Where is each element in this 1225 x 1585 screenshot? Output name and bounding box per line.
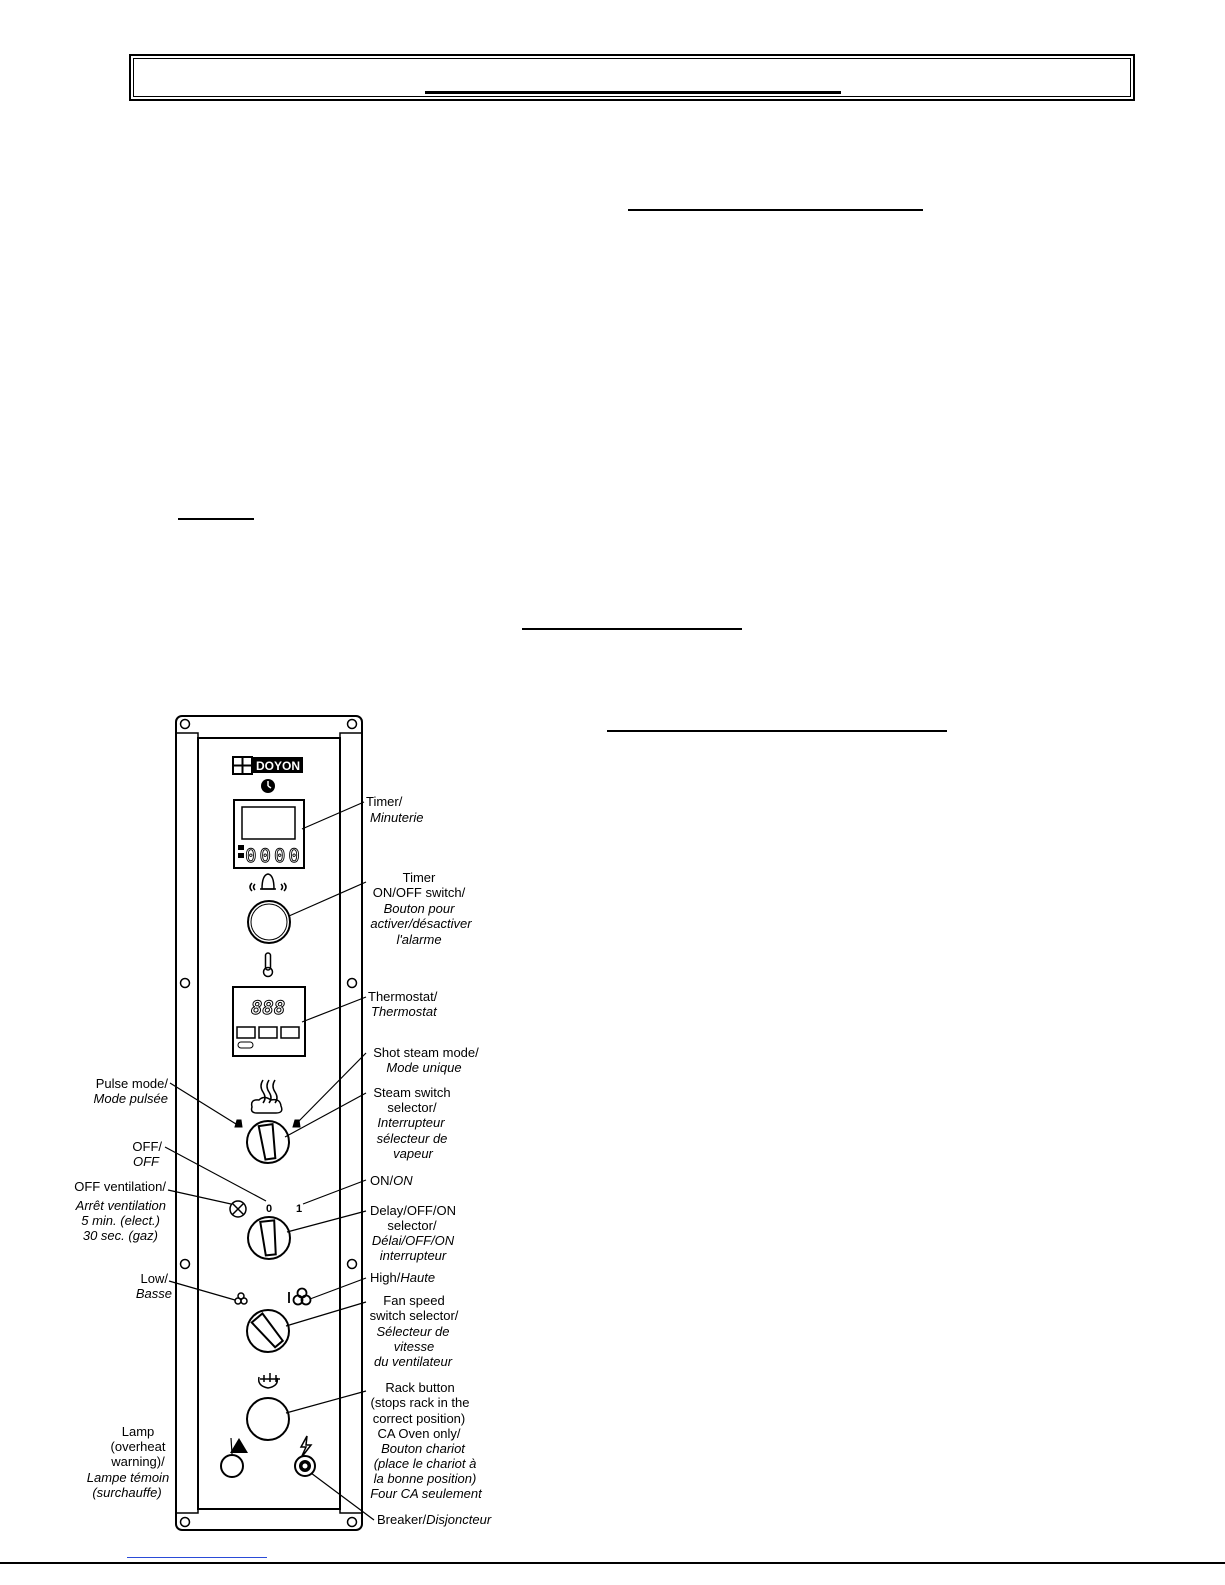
svg-text:OFF/: OFF/ <box>132 1139 162 1154</box>
svg-text:Délai/OFF/ON: Délai/OFF/ON <box>371 1233 455 1248</box>
svg-text:activer/désactiver: activer/désactiver <box>370 916 472 931</box>
callout-delay-selector <box>370 1203 456 1263</box>
thermostat-display <box>233 987 305 1056</box>
svg-text:(stops rack in the: (stops rack in the <box>370 1395 470 1410</box>
svg-text:OFF: OFF <box>133 1154 159 1169</box>
svg-text:(overheat: (overheat <box>110 1439 166 1454</box>
timer-display <box>234 800 304 868</box>
callout-pulse-mode <box>94 1076 169 1106</box>
panel-right-flange <box>340 733 362 1513</box>
fan-speed-knob[interactable] <box>247 1310 289 1352</box>
callout-thermostat <box>368 989 438 1019</box>
footer-link-rule[interactable] <box>127 1557 267 1558</box>
lightning-icon <box>301 1436 311 1458</box>
fan-off-icon <box>230 1201 246 1217</box>
svg-text:Bouton chariot: Bouton chariot <box>381 1441 465 1456</box>
svg-text:Timer: Timer <box>402 870 436 885</box>
svg-text:High/Haute: High/Haute <box>370 1270 436 1285</box>
svg-text:Fan speed: Fan speed <box>383 1293 445 1308</box>
svg-text:Arrêt ventilation: Arrêt ventilation <box>75 1198 166 1213</box>
svg-text:vapeur: vapeur <box>393 1146 433 1161</box>
svg-text:interrupteur: interrupteur <box>379 1248 447 1263</box>
svg-text:Mode pulsée: Mode pulsée <box>93 1091 168 1106</box>
thermometer-icon <box>264 953 273 977</box>
svg-text:Minuterie: Minuterie <box>370 810 424 825</box>
svg-text:Basse: Basse <box>135 1286 172 1301</box>
header-title-rule <box>425 91 841 94</box>
svg-text:Lampe témoin: Lampe témoin <box>86 1470 170 1485</box>
dial-on-mark: 1 <box>295 1203 303 1215</box>
steam-icon <box>252 1080 282 1113</box>
rack-rotate-icon <box>259 1373 280 1388</box>
overheat-lamp <box>221 1455 243 1477</box>
svg-text:Mode unique: Mode unique <box>386 1060 462 1075</box>
svg-text:la bonne position): la bonne position) <box>373 1471 477 1486</box>
svg-text:(surchauffe): (surchauffe) <box>92 1485 162 1500</box>
svg-text:Bouton pour: Bouton pour <box>383 901 455 916</box>
callout-shot-steam <box>373 1045 479 1075</box>
svg-text:(place le chariot à: (place le chariot à <box>373 1456 477 1471</box>
doyon-logo <box>233 757 303 774</box>
fan-low-icon <box>235 1293 247 1304</box>
callout-breaker <box>377 1512 492 1527</box>
figure-heading-rule <box>607 730 947 732</box>
warning-triangle-icon <box>230 1438 248 1453</box>
panel-left-flange <box>176 733 198 1513</box>
logo-text: DOYON <box>255 759 301 773</box>
callout-lamp <box>87 1424 169 1500</box>
svg-text:5 min. (elect.): 5 min. (elect.) <box>81 1213 160 1228</box>
svg-text:ON/ON: ON/ON <box>370 1173 413 1188</box>
svg-text:Low/: Low/ <box>140 1271 168 1286</box>
callout-fan-speed <box>370 1293 459 1369</box>
callout-off <box>132 1139 162 1169</box>
svg-text:vitesse: vitesse <box>393 1339 435 1354</box>
svg-text:30 sec. (gaz): 30 sec. (gaz) <box>82 1228 158 1243</box>
section-heading-rule <box>628 209 923 211</box>
clock-icon <box>261 779 275 793</box>
svg-text:Lamp: Lamp <box>121 1424 155 1439</box>
svg-text:Delay/OFF/ON: Delay/OFF/ON <box>370 1203 456 1218</box>
svg-text:Breaker/Disjoncteur: Breaker/Disjoncteur <box>377 1512 492 1527</box>
note-heading-rule <box>178 518 254 520</box>
callout-timer-switch <box>370 870 472 947</box>
callout-off-ventilation <box>74 1179 166 1243</box>
svg-text:Interrupteur: Interrupteur <box>377 1115 445 1130</box>
footer-line <box>0 1562 1225 1564</box>
svg-text:Pulse mode/: Pulse mode/ <box>95 1076 168 1091</box>
svg-text:Steam switch: Steam switch <box>373 1085 451 1100</box>
timer-onoff-button[interactable] <box>248 901 290 943</box>
svg-text:du ventilateur: du ventilateur <box>373 1354 453 1369</box>
svg-text:selector/: selector/ <box>387 1218 437 1233</box>
svg-text:ON/OFF switch/: ON/OFF switch/ <box>372 885 466 900</box>
steam-selector-knob[interactable] <box>247 1121 289 1163</box>
svg-text:OFF ventilation/: OFF ventilation/ <box>74 1179 166 1194</box>
svg-text:Sélecteur de: Sélecteur de <box>376 1324 450 1339</box>
svg-text:l'alarme: l'alarme <box>396 932 442 947</box>
bell-icon <box>250 874 286 891</box>
svg-text:Timer/: Timer/ <box>366 794 403 809</box>
rack-button[interactable] <box>247 1398 289 1440</box>
svg-text:correct position): correct position) <box>372 1411 466 1426</box>
svg-text:selector/: selector/ <box>387 1100 437 1115</box>
timer-digits: 0000 <box>245 845 303 867</box>
delay-off-on-knob[interactable] <box>248 1217 290 1259</box>
callout-low <box>136 1271 172 1301</box>
dial-off-mark: 0 <box>265 1203 273 1215</box>
svg-text:sélecteur de: sélecteur de <box>376 1131 448 1146</box>
callout-rack-button <box>370 1380 483 1501</box>
callout-steam-selector <box>373 1085 450 1161</box>
fan-high-icon <box>289 1289 311 1305</box>
svg-text:Shot steam mode/: Shot steam mode/ <box>373 1045 479 1060</box>
svg-text:Thermostat: Thermostat <box>371 1004 437 1019</box>
callout-on <box>370 1173 413 1188</box>
callout-timer <box>366 794 423 825</box>
svg-text:switch selector/: switch selector/ <box>369 1308 459 1323</box>
thermostat-digits: 888 <box>250 997 286 1019</box>
svg-text:warning)/: warning)/ <box>111 1454 165 1469</box>
svg-text:Thermostat/: Thermostat/ <box>368 989 438 1004</box>
svg-text:CA Oven only/: CA Oven only/ <box>377 1426 461 1441</box>
callout-high <box>370 1270 435 1285</box>
svg-text:Four CA seulement: Four CA seulement <box>370 1486 482 1501</box>
svg-text:Rack button: Rack button <box>385 1380 455 1395</box>
subsection-heading-rule <box>522 628 742 630</box>
